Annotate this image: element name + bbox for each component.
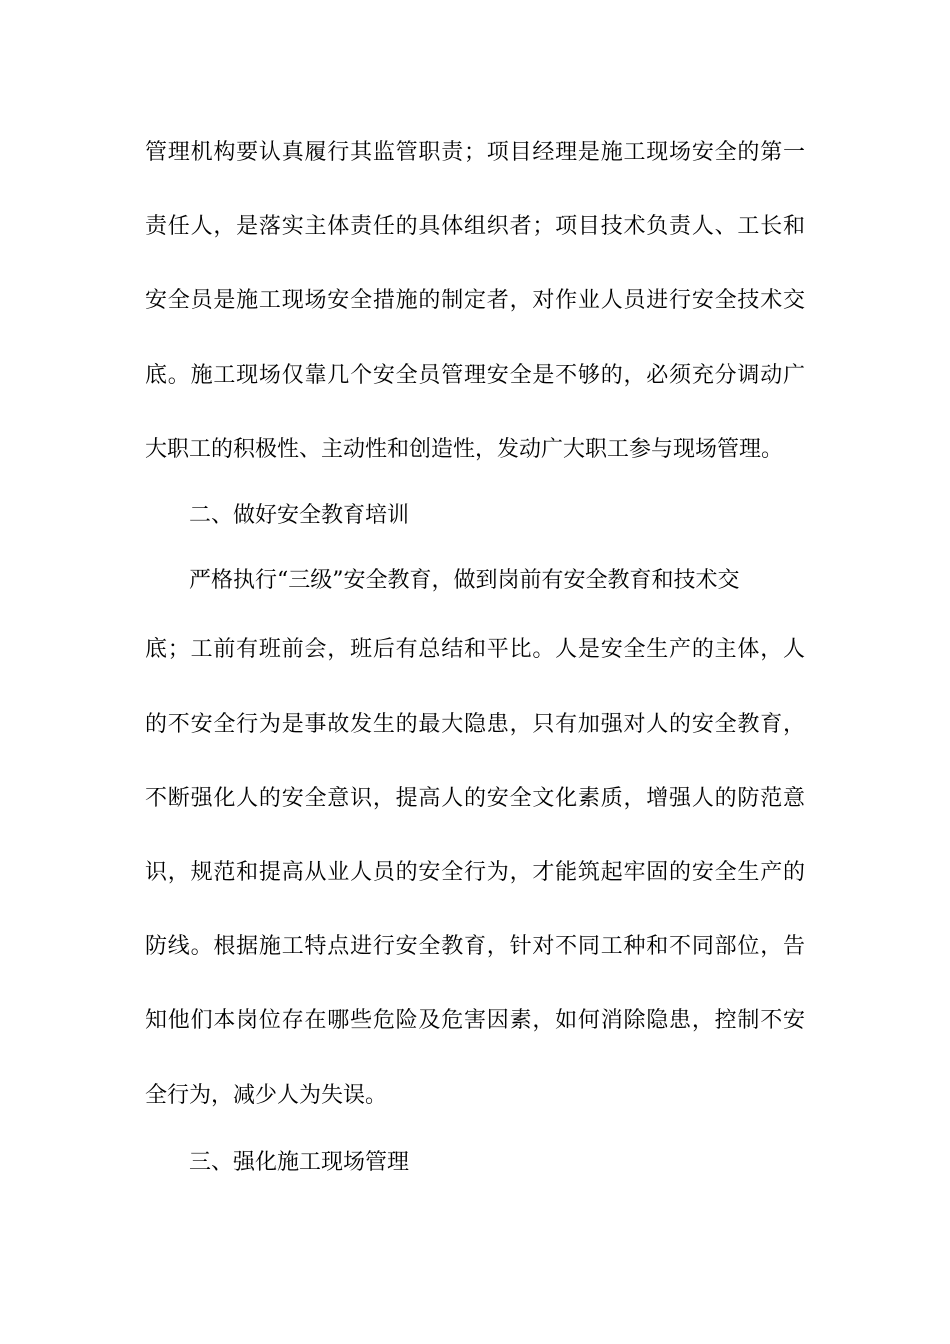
paragraph-line: 严格执行“三级”安全教育，做到岗前有安全教育和技术交 [189,568,740,593]
section-heading: 二、做好安全教育培训 [189,503,410,528]
paragraph-line: 不断强化人的安全意识，提高人的安全文化素质，增强人的防范意 [145,786,805,811]
section-heading: 三、强化施工现场管理 [189,1150,410,1175]
paragraph-line: 底。施工现场仅靠几个安全员管理安全是不够的，必须充分调动广 [145,363,805,388]
paragraph-line: 识，规范和提高从业人员的安全行为，才能筑起牢固的安全生产的 [145,860,805,885]
paragraph-line: 防线。根据施工特点进行安全教育，针对不同工种和不同部位，告 [145,934,805,959]
paragraph-line: 的不安全行为是事故发生的最大隐患，只有加强对人的安全教育， [145,712,805,737]
paragraph-line: 大职工的积极性、主动性和创造性，发动广大职工参与现场管理。 [145,437,784,462]
paragraph-line: 责任人，是落实主体责任的具体组织者；项目技术负责人、工长和 [145,214,805,239]
paragraph-line: 底；工前有班前会，班后有总结和平比。人是安全生产的主体，人 [145,637,805,662]
paragraph-line: 全行为，减少人为失误。 [145,1083,388,1108]
paragraph-line: 安全员是施工现场安全措施的制定者，对作业人员进行安全技术交 [145,288,805,313]
paragraph-line: 知他们本岗位存在哪些危险及危害因素，如何消除隐患，控制不安 [145,1008,805,1033]
paragraph-line: 管理机构要认真履行其监管职责；项目经理是施工现场安全的第一 [145,140,805,165]
